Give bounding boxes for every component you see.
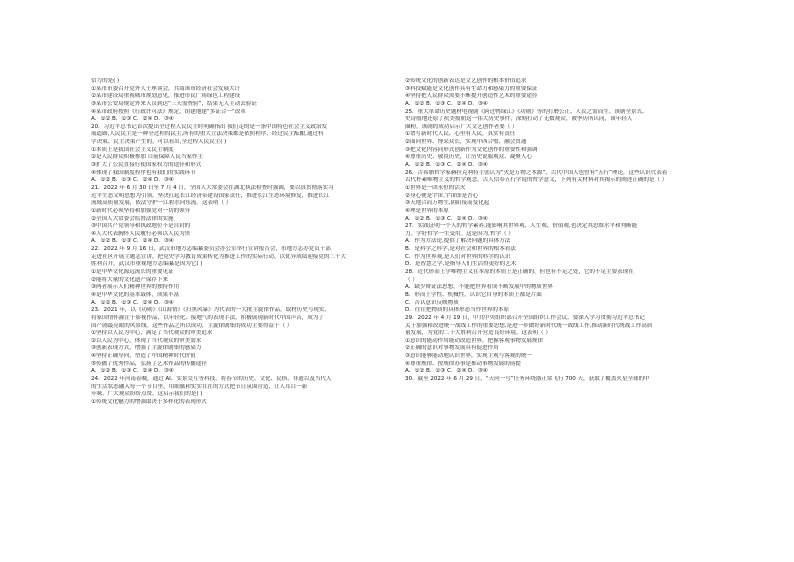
text-line: ①某市市委召开党外人士座谈会，共商该市经济社会发展大计 [91, 85, 241, 92]
text-line: 近平生态文明思想为引领，坚决扛起长江经济带建设国家责任，推进长江生态环境修复，推进长江 [91, 192, 330, 199]
text-line: 信力的是( ) [91, 78, 120, 84]
text-line: ④体现了我国制度程序也有我们的实践环节 [91, 169, 196, 176]
text-line: ①世界是一团永恒的活火 [405, 184, 466, 191]
text-line: 流域高质量发展，依法守护一江碧水向东流。这表明（ ） [91, 200, 232, 207]
text-line: ④某市政府按照《行政许可法》规定，组建地建“多证合一”改革 [91, 108, 246, 115]
text-line: ③意识能够能动地认识世界，实现主观与客观的统一 [405, 353, 532, 360]
text-line: ②面向世界、博采众长，实现中西合璧、融会贯通 [405, 139, 527, 146]
text-line: ④尊重历史、敬畏历史，让历史说服观众、凝聚人心 [405, 154, 532, 161]
text-line: ①坚持以人民为中心，满足了当代观众的审美追求 [91, 330, 213, 337]
text-line: ②全国人大常委会监督法律的实施 [91, 215, 174, 222]
text-line: ④是中华文化的基本载体，成果丰富 [91, 291, 180, 298]
text-line: ③创新表现方式，增强了主旋律剧集的感染力 [91, 345, 202, 352]
text-line: 22．2022 年 9 月 16 日，武汉市地方志编纂委员会办公室举行宣讲报告会，市地方志办党员干部 [91, 246, 331, 253]
text-line: 走进社区开展主题志宣讲，把党史学习教育成果转化为推进工作的实际行动，以优异成绩迎接党的二十大 [91, 253, 347, 260]
text-line: 29．2022 年 4 月 19 日，中共中央组织部召开全国组织工作会议，要深入学习贯彻习近平总书记 [405, 314, 645, 321]
text-line: ④尊重规律、按规律办事是推动事物发展的前提 [405, 360, 521, 367]
text-line: ②是人民群众积极参加 目前保障人民当家作主 [91, 154, 204, 161]
text-line: B．是科学之科学,是对社会和世界的根本看法 [405, 246, 516, 253]
text-line: ①谱写新时代人民、心里有人民，真实有责任 [405, 131, 516, 138]
text-line: A．①② B．①③ C．②④ D．③④ [91, 238, 174, 245]
text-line: B．形而上学性、机械性，认识它自身的本质上都是片面 [405, 291, 542, 298]
text-line: 23．2021 年，以《功勋》《山海情》《扫黑风暴》为代表的一大批主旋律作品，取材历史与现实， [91, 307, 330, 314]
text-line: A．①② B．①③ C．②④ D．③④ [405, 215, 488, 222]
text-line: ②某市建设局重视城市规划意见，推进市民广场绿色工程建设 [91, 93, 241, 100]
text-line: A．作为方法论,提供了解决问题的具体方法 [405, 238, 511, 245]
text-line: 展道路,人民民主是一种全过程的民主,所有的重大立法决策都是依照程序、经过民主酝酿,通过科 [91, 131, 324, 138]
text-line: A．①② B．①③ C．②④ D．③④ [91, 116, 174, 123]
text-line: ③两者展示人们精神世界的独特作用 [91, 284, 180, 291]
text-line: ④人大代表胸怀人民履行必须以人民为贵 [91, 230, 191, 237]
text-line: 关于加强和改进统一战线工作的重要思想,是进一步做好新时代统一战线工作,推动新时代统战工作高质 [405, 322, 653, 329]
text-line: ①是中华文化源远流长的重要见证 [91, 269, 174, 276]
text-line: A．①② B．①③ C．②④ D．③④ [405, 368, 488, 375]
text-line: ③扩大了公民直接行使国家权力的途径和形式 [91, 162, 202, 169]
text-line: ①传统文化魅力的增强取决于多样化的表现形式 [91, 398, 207, 405]
text-line: A．缺少辩证法思想，不能把世界看成不断发展中的物质世界 [405, 284, 553, 291]
text-line: C．作为世界观,是人们对世界的科学的认识 [405, 253, 511, 260]
text-line: ②传统文化的创新表达是文艺创作的根本价值追求 [405, 78, 527, 84]
text-line: ②以人民为中心，体现了当代观众的审美需求 [91, 337, 202, 344]
text-line: 20．习近平总书记首次提出全过程人民民主时明确指出 我们走的是一条中国特色社会主义政治发 [91, 123, 328, 130]
text-line: （ ） [405, 276, 418, 283]
text-line: 量发展，为党的二十大胜利召开营造良好环境。这表明（ ） [405, 330, 551, 337]
text-line: 胜利召开，武汉市重视地方志编纂是因为它( ) [91, 261, 203, 268]
text-line: 24．2022 年河南春晚，通过 AI、实景交互等科技，将春节的历史、文化、民俗、非遗以及当代人 [91, 375, 332, 382]
text-line: ④坚持把人民群众需要不断提升创造性艺术的重要途径 [405, 93, 538, 100]
text-line: A．①② B．①③ C．②④ D．③④ [405, 162, 488, 169]
text-line: ③把文化内容同形式创新作为文化创作的重要性和强调 [405, 146, 538, 153]
text-line: 圈粉，该剧的成功启示广大文艺创作者要（ ） [405, 123, 518, 130]
text-line: 学决策、民主决策产生的。可以看出,全过程人民民主( ) [91, 139, 227, 146]
text-line: C．否认意识反映物质 [405, 299, 459, 306]
text-line: ④理是世界的本原 [405, 207, 449, 214]
text-line: 21．2022 年 6 月 30 日至 7 月 4 日，全国人大常委会在湖北执法检查时强调，要以真贯彻落实习 [91, 184, 334, 191]
text-line: 年味，广大观众纷纷点赞。这启示我们的是( ) [91, 391, 203, 398]
right-column [405, 78, 719, 384]
text-line: ④坚持正确导向，塑造了中国精神时代价值 [91, 353, 196, 360]
text-line: D．往往把物质的具体形态当作世界的本原 [405, 307, 510, 314]
text-line: 国产剧最亮眼的风景线。这些作品之所以成功，主旋律剧集的成功主要得益于（ ） [91, 322, 293, 329]
text-line: 25．重大革命历史题材电视剧《跨过鸭绿江》《功勋》等的打磨公正、人民之需而生。该剧全景式、 [405, 108, 648, 115]
left-column [91, 78, 405, 407]
text-line: A．①② B．①③ C．②④ D．③④ [91, 368, 174, 375]
text-line: ③某市公安局规定外来人员到达“三天需查验”，结果无人主动去验证 [91, 100, 257, 107]
text-line: ①意识的能动作用能动改造世界，把握客观事物发展规律 [405, 337, 544, 344]
text-line: 力。学好哲学一生受用。这是因为,哲学（ ） [405, 230, 514, 237]
text-line: 将家国情怀灌注于影视作品，以年轻化、接地气的表现手法，积极展现新时代中国声音，成为了 [91, 314, 324, 321]
text-line: ③科技赋能是文化创作具有生命力和感染力的重要保证 [405, 85, 538, 92]
text-line: ①本质上是我国社会主义民主制度 [91, 146, 174, 153]
text-line: ②身心便是宇宙,宇宙即是吾心 [405, 192, 479, 199]
text-line: ②能将大量的文化遗产保存下来 [91, 276, 169, 283]
text-line: ①新时代必须坚持和加强党对一切的领导 [91, 207, 191, 214]
text-line: 26．古希腊哲学家赫拉克利特主张认为“火是万物之本源”，古代中国人也曾有“五行”理论，这些认识代表着 [405, 169, 668, 176]
text-line: 27．实践证明一个人的哲学素养,能影响其世界观、人生观、价值观,也决定其思维水平和判断能 [405, 223, 638, 230]
text-line: ⑤传播了优秀作品，弘扬了艺术作品的传播途径 [91, 360, 207, 367]
text-line: A．①② B．①③ C．②④ D．③④ [405, 100, 488, 107]
text-line: ②正确的意识对事物发展具有促进作用 [405, 345, 499, 352]
text-line: 的生活状态融入每一个节目里，用细腻和实实在在的方式把节日氛围营造，让人耳目一新 [91, 383, 308, 390]
text-line: D．是智慧之学,是指导人们生活得更好的艺术 [405, 261, 517, 268]
text-line: 古代朴素唯物主义的哲学观念。古人信奉五行学说的哲学意义，下列有关材料对其揭示的阐述正确的是（ ） [405, 177, 668, 184]
text-line: 30．截至 2022 年 6 月 29 日，“天问一号”任务环绕器正常飞行 700 天，获取了覆盖火星全球的中 [405, 375, 650, 382]
text-line: A．①② B．①③ C．②④ D．③④ [91, 299, 174, 306]
text-line: A．①② B．①③ C．②④ D．③④ [91, 177, 174, 184]
text-line: 28．近代形而上学唯物主义在本原的本质上是正确的，但也有不足之处，它的不足主要表现在 [405, 269, 634, 276]
text-line: ③中国共产党领导和执政地位不是自封的 [91, 223, 191, 230]
text-line: ③天地合而万物生,阴阳接而变化起 [405, 200, 490, 207]
text-line: 史诗般地还原了抗美援朝这一伟大历史事件，深刻打动了无数观众。被季历所认同，该年轻人 [405, 116, 633, 123]
